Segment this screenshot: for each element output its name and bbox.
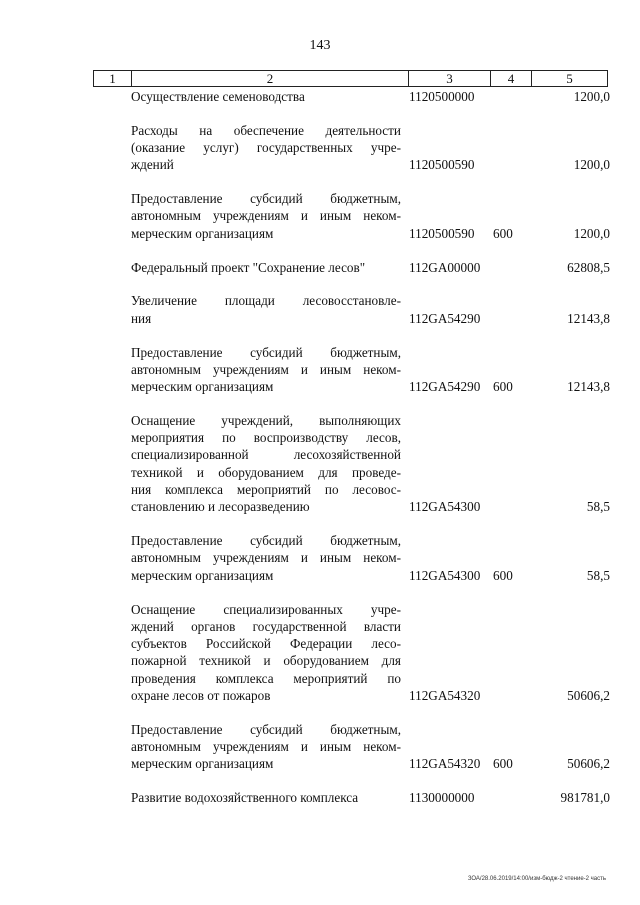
table-row bbox=[0, 789, 640, 806]
header-col-2: 2 bbox=[132, 71, 409, 86]
row-expense-type: 600 bbox=[493, 379, 513, 395]
row-code: 112GA00000 bbox=[409, 259, 481, 275]
table-row bbox=[0, 292, 640, 327]
table-row bbox=[0, 122, 640, 174]
row-expense-type: 600 bbox=[493, 225, 513, 241]
row-code: 1120500590 bbox=[409, 157, 475, 173]
row-amount: 50606,2 bbox=[567, 756, 610, 772]
description-line: Осуществление семеноводства bbox=[131, 89, 305, 104]
header-col-3: 3 bbox=[409, 71, 491, 86]
description-line: проведения комплекса мероприятий по bbox=[131, 670, 401, 686]
row-amount: 62808,5 bbox=[567, 259, 610, 275]
row-amount: 981781,0 bbox=[560, 790, 610, 806]
row-code: 1120500590 bbox=[409, 225, 475, 241]
description-line: ния комплекса мероприятий по лесовос- bbox=[131, 482, 401, 498]
table-row bbox=[0, 601, 640, 705]
description-line: Увеличение площади лесовосстановле- bbox=[131, 293, 401, 309]
footer-stamp: ЗОА/28.06.2019/14:00/изм-бюдж-2 чтение-2 часть bbox=[467, 876, 606, 882]
description-line: мерческим организациям bbox=[131, 379, 274, 395]
table-header bbox=[93, 70, 608, 87]
description-line: охране лесов от пожаров bbox=[131, 688, 271, 704]
description-line: мерческим организациям bbox=[131, 225, 274, 241]
table-row bbox=[0, 88, 640, 105]
row-amount: 58,5 bbox=[586, 499, 610, 515]
row-code: 112GA54320 bbox=[409, 756, 481, 772]
description-line: ждений bbox=[131, 157, 174, 173]
row-description bbox=[131, 88, 401, 105]
row-description bbox=[131, 190, 401, 242]
description-line: Предоставление субсидий бюджетным, bbox=[131, 533, 401, 549]
row-code: 112GA54300 bbox=[409, 499, 481, 515]
row-code: 1120500000 bbox=[409, 89, 475, 104]
table-row bbox=[0, 412, 640, 516]
row-amount: 50606,2 bbox=[567, 688, 610, 704]
description-line: специализированной лесохозяйственной bbox=[131, 447, 401, 463]
description-line: субъектов Российской Федерации лесо- bbox=[131, 636, 401, 652]
description-line: автономным учреждениям и иным неком- bbox=[131, 208, 401, 224]
row-description bbox=[131, 789, 401, 806]
table-row bbox=[0, 532, 640, 584]
row-amount: 1200,0 bbox=[573, 89, 610, 104]
description-line: техникой и оборудованием для проведе- bbox=[131, 464, 401, 480]
description-line: Оснащение учреждений, выполняющих bbox=[131, 412, 401, 428]
row-code: 112GA54290 bbox=[409, 310, 481, 326]
row-code: 112GA54290 bbox=[409, 379, 481, 395]
page-number: 143 bbox=[309, 38, 331, 53]
description-line: (оказание услуг) государственных учре- bbox=[131, 140, 401, 156]
row-amount: 1200,0 bbox=[573, 225, 610, 241]
description-line: Предоставление субсидий бюджетным, bbox=[131, 191, 401, 207]
description-line: мерческим организациям bbox=[131, 567, 274, 583]
description-line: ждений органов государственной власти bbox=[131, 618, 401, 634]
description-line: мерческим организациям bbox=[131, 756, 274, 772]
description-line: пожарной техникой и оборудованием для bbox=[131, 653, 401, 669]
row-description bbox=[131, 344, 401, 396]
description-line: Оснащение специализированных учре- bbox=[131, 601, 401, 617]
row-expense-type: 600 bbox=[493, 567, 513, 583]
header-col-5: 5 bbox=[566, 71, 573, 86]
row-description bbox=[131, 259, 401, 276]
description-line: мероприятия по воспроизводству лесов, bbox=[131, 430, 401, 446]
row-description bbox=[131, 601, 401, 705]
description-line: Предоставление субсидий бюджетным, bbox=[131, 721, 401, 737]
row-amount: 1200,0 bbox=[573, 157, 610, 173]
table-row bbox=[0, 344, 640, 396]
table-row bbox=[0, 721, 640, 773]
row-amount: 12143,8 bbox=[567, 310, 610, 326]
row-code: 112GA54320 bbox=[409, 688, 481, 704]
row-code: 112GA54300 bbox=[409, 567, 481, 583]
table-row bbox=[0, 190, 640, 242]
row-description bbox=[131, 122, 401, 174]
row-expense-type: 600 bbox=[493, 756, 513, 772]
description-line: автономным учреждениям и иным неком- bbox=[131, 361, 401, 377]
description-line: Федеральный проект "Сохранение лесов" bbox=[131, 259, 366, 275]
description-line: Развитие водохозяйственного комплекса bbox=[131, 790, 359, 806]
description-line: становлению и лесоразведению bbox=[131, 499, 310, 515]
row-amount: 12143,8 bbox=[567, 379, 610, 395]
description-line: Расходы на обеспечение деятельности bbox=[131, 122, 401, 138]
row-description bbox=[131, 721, 401, 773]
header-col-4: 4 bbox=[491, 71, 532, 86]
row-code: 1130000000 bbox=[409, 790, 475, 806]
description-line: автономным учреждениям и иным неком- bbox=[131, 550, 401, 566]
row-description bbox=[131, 412, 401, 516]
header-col-1: 1 bbox=[94, 71, 132, 86]
table-row bbox=[0, 259, 640, 276]
description-line: ния bbox=[131, 310, 152, 326]
description-line: автономным учреждениям и иным неком- bbox=[131, 739, 401, 755]
row-description bbox=[131, 292, 401, 327]
row-amount: 58,5 bbox=[586, 567, 610, 583]
row-description bbox=[131, 532, 401, 584]
description-line: Предоставление субсидий бюджетным, bbox=[131, 344, 401, 360]
